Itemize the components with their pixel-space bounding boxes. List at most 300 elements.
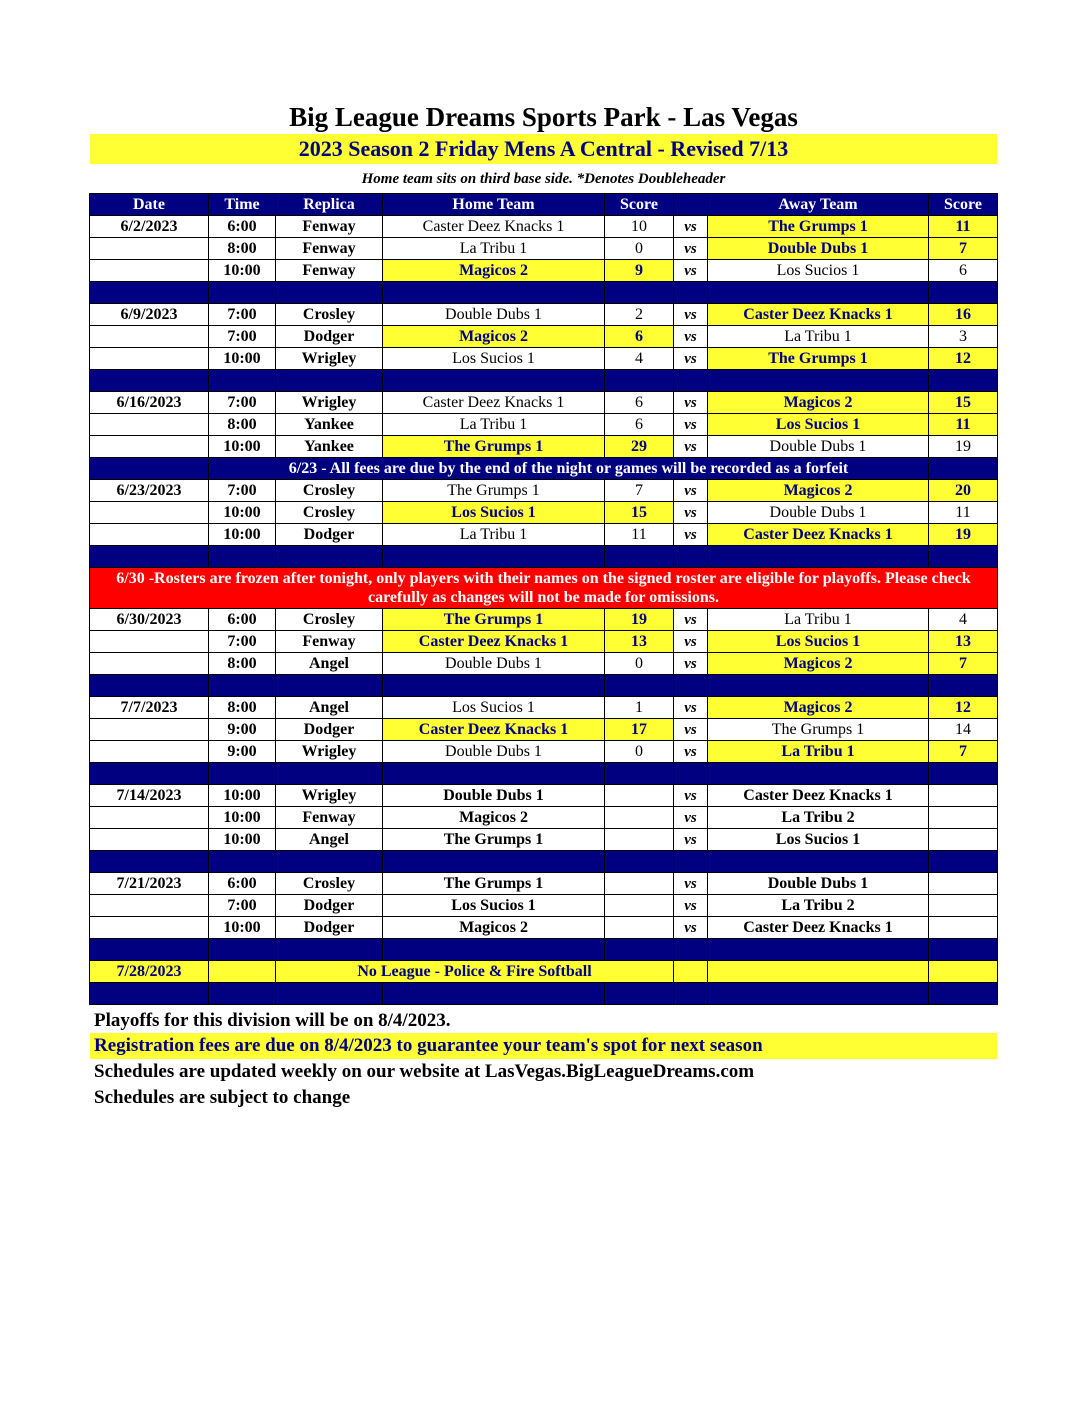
vs-label: vs bbox=[674, 392, 708, 414]
game-time: 7:00 bbox=[209, 326, 276, 348]
game-row bbox=[90, 917, 998, 939]
home-score bbox=[605, 829, 674, 851]
separator-cell bbox=[276, 851, 383, 873]
game-date: 7/14/2023 bbox=[90, 785, 209, 807]
away-team: Caster Deez Knacks 1 bbox=[708, 524, 929, 546]
separator-cell bbox=[383, 282, 605, 304]
away-score: 19 bbox=[929, 436, 998, 458]
away-score bbox=[929, 807, 998, 829]
home-score: 17 bbox=[605, 719, 674, 741]
home-team: La Tribu 1 bbox=[383, 524, 605, 546]
vs-label: vs bbox=[674, 829, 708, 851]
game-date bbox=[90, 260, 209, 282]
home-score bbox=[605, 873, 674, 895]
home-score: 2 bbox=[605, 304, 674, 326]
game-date bbox=[90, 524, 209, 546]
no-league-date: 7/28/2023 bbox=[90, 961, 209, 983]
game-field: Angel bbox=[276, 697, 383, 719]
game-time: 7:00 bbox=[209, 392, 276, 414]
away-score: 11 bbox=[929, 502, 998, 524]
home-team: Magicos 2 bbox=[383, 260, 605, 282]
away-team: Double Dubs 1 bbox=[708, 873, 929, 895]
away-team: Magicos 2 bbox=[708, 697, 929, 719]
separator-cell bbox=[674, 675, 708, 697]
home-score: 19 bbox=[605, 609, 674, 631]
separator-row bbox=[90, 675, 998, 697]
away-score: 6 bbox=[929, 260, 998, 282]
vs-label: vs bbox=[674, 238, 708, 260]
game-row bbox=[90, 502, 998, 524]
game-time: 10:00 bbox=[209, 502, 276, 524]
game-date bbox=[90, 436, 209, 458]
separator-cell bbox=[209, 983, 276, 1005]
away-team: Magicos 2 bbox=[708, 480, 929, 502]
game-field: Fenway bbox=[276, 238, 383, 260]
roster-notice: 6/30 -Rosters are frozen after tonight, only players with their names on the signed roster are eligible for playoffs. Please check carefully as changes will not be made for omissions. bbox=[90, 568, 998, 609]
home-team: Los Sucios 1 bbox=[383, 697, 605, 719]
separator-cell bbox=[276, 675, 383, 697]
home-score: 6 bbox=[605, 414, 674, 436]
home-score: 9 bbox=[605, 260, 674, 282]
home-score: 0 bbox=[605, 238, 674, 260]
away-team: The Grumps 1 bbox=[708, 348, 929, 370]
separator-cell bbox=[929, 675, 998, 697]
notice-blank-cell bbox=[90, 458, 209, 480]
page-subtitle: 2023 Season 2 Friday Mens A Central - Revised 7/13 bbox=[90, 134, 997, 164]
away-score: 7 bbox=[929, 653, 998, 675]
game-row bbox=[90, 785, 998, 807]
vs-label: vs bbox=[674, 524, 708, 546]
separator-cell bbox=[605, 675, 674, 697]
home-team: Double Dubs 1 bbox=[383, 741, 605, 763]
away-score: 7 bbox=[929, 238, 998, 260]
no-league-row bbox=[90, 961, 998, 983]
game-field: Angel bbox=[276, 829, 383, 851]
vs-label: vs bbox=[674, 697, 708, 719]
col-header-home-team: Home Team bbox=[383, 194, 605, 216]
separator-cell bbox=[708, 939, 929, 961]
separator-cell bbox=[605, 939, 674, 961]
separator-cell bbox=[276, 983, 383, 1005]
col-header-time: Time bbox=[209, 194, 276, 216]
home-team: Magicos 2 bbox=[383, 917, 605, 939]
game-field: Dodger bbox=[276, 524, 383, 546]
game-time: 6:00 bbox=[209, 609, 276, 631]
separator-cell bbox=[209, 675, 276, 697]
no-league-blank bbox=[929, 961, 998, 983]
vs-label: vs bbox=[674, 719, 708, 741]
game-row bbox=[90, 524, 998, 546]
col-header-vs bbox=[674, 194, 708, 216]
playoffs-note: Playoffs for this division will be on 8/4/2023. bbox=[94, 1010, 451, 1031]
notice-blank-cell bbox=[929, 458, 998, 480]
home-team: La Tribu 1 bbox=[383, 238, 605, 260]
vs-label: vs bbox=[674, 480, 708, 502]
game-row bbox=[90, 697, 998, 719]
game-date: 6/30/2023 bbox=[90, 609, 209, 631]
game-row bbox=[90, 348, 998, 370]
away-score: 16 bbox=[929, 304, 998, 326]
game-field: Crosley bbox=[276, 873, 383, 895]
separator-row bbox=[90, 546, 998, 568]
home-score bbox=[605, 807, 674, 829]
separator-cell bbox=[209, 939, 276, 961]
vs-label: vs bbox=[674, 260, 708, 282]
home-team: Double Dubs 1 bbox=[383, 653, 605, 675]
header-row bbox=[90, 194, 998, 216]
separator-cell bbox=[90, 763, 209, 785]
away-team: La Tribu 1 bbox=[708, 326, 929, 348]
game-row bbox=[90, 238, 998, 260]
game-field: Wrigley bbox=[276, 348, 383, 370]
game-date bbox=[90, 326, 209, 348]
away-team: Los Sucios 1 bbox=[708, 260, 929, 282]
vs-label: vs bbox=[674, 631, 708, 653]
separator-cell bbox=[209, 851, 276, 873]
separator-cell bbox=[383, 851, 605, 873]
col-header-away-team: Away Team bbox=[708, 194, 929, 216]
separator-cell bbox=[605, 370, 674, 392]
home-score: 15 bbox=[605, 502, 674, 524]
separator-cell bbox=[929, 763, 998, 785]
separator-cell bbox=[90, 282, 209, 304]
game-row bbox=[90, 304, 998, 326]
game-row bbox=[90, 741, 998, 763]
separator-cell bbox=[708, 370, 929, 392]
game-field: Wrigley bbox=[276, 785, 383, 807]
separator-cell bbox=[605, 763, 674, 785]
away-score: 13 bbox=[929, 631, 998, 653]
game-row bbox=[90, 807, 998, 829]
away-score: 19 bbox=[929, 524, 998, 546]
game-row bbox=[90, 873, 998, 895]
away-score: 14 bbox=[929, 719, 998, 741]
vs-label: vs bbox=[674, 326, 708, 348]
away-team: La Tribu 2 bbox=[708, 895, 929, 917]
separator-cell bbox=[90, 851, 209, 873]
game-row bbox=[90, 719, 998, 741]
game-row bbox=[90, 653, 998, 675]
separator-cell bbox=[383, 983, 605, 1005]
away-team: The Grumps 1 bbox=[708, 719, 929, 741]
home-team: La Tribu 1 bbox=[383, 414, 605, 436]
home-score: 4 bbox=[605, 348, 674, 370]
separator-row bbox=[90, 370, 998, 392]
game-date bbox=[90, 807, 209, 829]
game-date bbox=[90, 653, 209, 675]
game-row bbox=[90, 609, 998, 631]
separator-cell bbox=[708, 763, 929, 785]
vs-label: vs bbox=[674, 785, 708, 807]
game-time: 6:00 bbox=[209, 216, 276, 238]
game-time: 10:00 bbox=[209, 829, 276, 851]
game-date: 6/9/2023 bbox=[90, 304, 209, 326]
home-team: Double Dubs 1 bbox=[383, 785, 605, 807]
vs-label: vs bbox=[674, 873, 708, 895]
home-team: Los Sucios 1 bbox=[383, 348, 605, 370]
separator-cell bbox=[605, 983, 674, 1005]
home-score: 6 bbox=[605, 392, 674, 414]
game-row bbox=[90, 216, 998, 238]
game-time: 9:00 bbox=[209, 741, 276, 763]
separator-cell bbox=[383, 763, 605, 785]
col-header-away-score: Score bbox=[929, 194, 998, 216]
registration-note: Registration fees are due on 8/4/2023 to guarantee your team's spot for next season bbox=[90, 1033, 997, 1059]
separator-cell bbox=[276, 763, 383, 785]
game-date bbox=[90, 502, 209, 524]
away-team: La Tribu 2 bbox=[708, 807, 929, 829]
game-row bbox=[90, 436, 998, 458]
game-time: 7:00 bbox=[209, 304, 276, 326]
separator-cell bbox=[209, 763, 276, 785]
vs-label: vs bbox=[674, 348, 708, 370]
separator-cell bbox=[383, 939, 605, 961]
vs-label: vs bbox=[674, 304, 708, 326]
game-time: 10:00 bbox=[209, 348, 276, 370]
away-team: La Tribu 1 bbox=[708, 609, 929, 631]
separator-cell bbox=[929, 983, 998, 1005]
away-team: Double Dubs 1 bbox=[708, 436, 929, 458]
home-team: The Grumps 1 bbox=[383, 436, 605, 458]
home-score: 13 bbox=[605, 631, 674, 653]
home-team: Double Dubs 1 bbox=[383, 304, 605, 326]
away-team: Los Sucios 1 bbox=[708, 631, 929, 653]
game-field: Fenway bbox=[276, 631, 383, 653]
away-team: Los Sucios 1 bbox=[708, 414, 929, 436]
home-team: Caster Deez Knacks 1 bbox=[383, 392, 605, 414]
game-time: 9:00 bbox=[209, 719, 276, 741]
vs-label: vs bbox=[674, 653, 708, 675]
game-date bbox=[90, 238, 209, 260]
home-team: Los Sucios 1 bbox=[383, 502, 605, 524]
game-field: Wrigley bbox=[276, 741, 383, 763]
home-team: The Grumps 1 bbox=[383, 609, 605, 631]
separator-row bbox=[90, 851, 998, 873]
game-time: 8:00 bbox=[209, 653, 276, 675]
vs-label: vs bbox=[674, 807, 708, 829]
away-score: 11 bbox=[929, 414, 998, 436]
game-row bbox=[90, 480, 998, 502]
separator-row bbox=[90, 939, 998, 961]
fees-notice-row bbox=[90, 458, 998, 480]
game-field: Fenway bbox=[276, 260, 383, 282]
schedule-table bbox=[89, 193, 998, 1005]
game-field: Fenway bbox=[276, 216, 383, 238]
schedule-body bbox=[90, 216, 998, 1005]
away-score: 3 bbox=[929, 326, 998, 348]
game-date bbox=[90, 895, 209, 917]
game-time: 10:00 bbox=[209, 807, 276, 829]
separator-cell bbox=[276, 939, 383, 961]
website-note: Schedules are updated weekly on our website at LasVegas.BigLeagueDreams.com bbox=[94, 1061, 755, 1082]
separator-row bbox=[90, 983, 998, 1005]
game-field: Fenway bbox=[276, 807, 383, 829]
away-team: Double Dubs 1 bbox=[708, 238, 929, 260]
home-score: 0 bbox=[605, 741, 674, 763]
away-score: 7 bbox=[929, 741, 998, 763]
separator-cell bbox=[276, 546, 383, 568]
separator-cell bbox=[209, 282, 276, 304]
game-row bbox=[90, 414, 998, 436]
home-score bbox=[605, 895, 674, 917]
home-team: The Grumps 1 bbox=[383, 829, 605, 851]
home-score: 29 bbox=[605, 436, 674, 458]
home-team: Magicos 2 bbox=[383, 807, 605, 829]
home-team: Caster Deez Knacks 1 bbox=[383, 216, 605, 238]
home-team: The Grumps 1 bbox=[383, 873, 605, 895]
away-score bbox=[929, 829, 998, 851]
separator-cell bbox=[929, 939, 998, 961]
separator-cell bbox=[708, 983, 929, 1005]
game-time: 8:00 bbox=[209, 238, 276, 260]
away-score: 12 bbox=[929, 348, 998, 370]
separator-cell bbox=[674, 851, 708, 873]
no-league-text: No League - Police & Fire Softball bbox=[276, 961, 674, 983]
separator-cell bbox=[90, 939, 209, 961]
home-team: Caster Deez Knacks 1 bbox=[383, 631, 605, 653]
game-date: 6/23/2023 bbox=[90, 480, 209, 502]
home-team: Magicos 2 bbox=[383, 326, 605, 348]
separator-cell bbox=[708, 282, 929, 304]
separator-cell bbox=[674, 939, 708, 961]
away-team: Los Sucios 1 bbox=[708, 829, 929, 851]
col-header-date: Date bbox=[90, 194, 209, 216]
separator-cell bbox=[383, 370, 605, 392]
away-team: La Tribu 1 bbox=[708, 741, 929, 763]
home-score: 0 bbox=[605, 653, 674, 675]
game-field: Crosley bbox=[276, 304, 383, 326]
home-score bbox=[605, 917, 674, 939]
vs-label: vs bbox=[674, 917, 708, 939]
game-field: Dodger bbox=[276, 895, 383, 917]
away-team: Double Dubs 1 bbox=[708, 502, 929, 524]
away-score bbox=[929, 895, 998, 917]
separator-cell bbox=[605, 851, 674, 873]
separator-cell bbox=[209, 546, 276, 568]
game-field: Crosley bbox=[276, 502, 383, 524]
home-team-note: Home team sits on third base side. *Denotes Doubleheader bbox=[361, 171, 726, 187]
game-date bbox=[90, 414, 209, 436]
separator-cell bbox=[929, 370, 998, 392]
game-field: Dodger bbox=[276, 917, 383, 939]
home-score: 11 bbox=[605, 524, 674, 546]
col-header-replica: Replica bbox=[276, 194, 383, 216]
game-row bbox=[90, 829, 998, 851]
away-score: 15 bbox=[929, 392, 998, 414]
vs-label: vs bbox=[674, 609, 708, 631]
home-team: The Grumps 1 bbox=[383, 480, 605, 502]
game-date bbox=[90, 348, 209, 370]
away-score bbox=[929, 917, 998, 939]
separator-cell bbox=[605, 546, 674, 568]
game-row bbox=[90, 631, 998, 653]
game-field: Yankee bbox=[276, 414, 383, 436]
separator-cell bbox=[674, 763, 708, 785]
game-time: 10:00 bbox=[209, 524, 276, 546]
separator-cell bbox=[674, 282, 708, 304]
game-field: Crosley bbox=[276, 609, 383, 631]
separator-cell bbox=[708, 851, 929, 873]
away-score: 4 bbox=[929, 609, 998, 631]
game-field: Wrigley bbox=[276, 392, 383, 414]
away-score: 20 bbox=[929, 480, 998, 502]
vs-label: vs bbox=[674, 895, 708, 917]
separator-cell bbox=[209, 370, 276, 392]
home-score: 6 bbox=[605, 326, 674, 348]
away-team: Caster Deez Knacks 1 bbox=[708, 785, 929, 807]
game-date: 7/21/2023 bbox=[90, 873, 209, 895]
vs-label: vs bbox=[674, 414, 708, 436]
game-time: 7:00 bbox=[209, 480, 276, 502]
separator-cell bbox=[929, 546, 998, 568]
game-time: 6:00 bbox=[209, 873, 276, 895]
separator-row bbox=[90, 282, 998, 304]
game-field: Yankee bbox=[276, 436, 383, 458]
separator-cell bbox=[674, 983, 708, 1005]
separator-cell bbox=[929, 282, 998, 304]
separator-cell bbox=[90, 546, 209, 568]
game-time: 10:00 bbox=[209, 917, 276, 939]
separator-cell bbox=[708, 675, 929, 697]
separator-cell bbox=[674, 370, 708, 392]
vs-label: vs bbox=[674, 216, 708, 238]
separator-cell bbox=[929, 851, 998, 873]
game-date: 6/16/2023 bbox=[90, 392, 209, 414]
game-field: Angel bbox=[276, 653, 383, 675]
away-team: Caster Deez Knacks 1 bbox=[708, 917, 929, 939]
game-time: 10:00 bbox=[209, 436, 276, 458]
game-date bbox=[90, 917, 209, 939]
game-row bbox=[90, 392, 998, 414]
col-header-home-score: Score bbox=[605, 194, 674, 216]
game-row bbox=[90, 326, 998, 348]
game-date bbox=[90, 741, 209, 763]
game-time: 8:00 bbox=[209, 414, 276, 436]
game-field: Dodger bbox=[276, 326, 383, 348]
home-team: Caster Deez Knacks 1 bbox=[383, 719, 605, 741]
separator-cell bbox=[383, 546, 605, 568]
game-time: 7:00 bbox=[209, 631, 276, 653]
game-row bbox=[90, 260, 998, 282]
roster-notice-row bbox=[90, 568, 998, 609]
home-team: Los Sucios 1 bbox=[383, 895, 605, 917]
game-row bbox=[90, 895, 998, 917]
page-title: Big League Dreams Sports Park - Las Vegas bbox=[289, 102, 798, 132]
game-field: Crosley bbox=[276, 480, 383, 502]
separator-cell bbox=[276, 282, 383, 304]
away-score: 12 bbox=[929, 697, 998, 719]
home-score bbox=[605, 785, 674, 807]
game-time: 10:00 bbox=[209, 260, 276, 282]
separator-row bbox=[90, 763, 998, 785]
separator-cell bbox=[674, 546, 708, 568]
separator-cell bbox=[90, 675, 209, 697]
away-team: Magicos 2 bbox=[708, 653, 929, 675]
game-date bbox=[90, 631, 209, 653]
no-league-blank bbox=[708, 961, 929, 983]
no-league-blank bbox=[674, 961, 708, 983]
home-score: 10 bbox=[605, 216, 674, 238]
away-team: The Grumps 1 bbox=[708, 216, 929, 238]
separator-cell bbox=[90, 983, 209, 1005]
away-team: Magicos 2 bbox=[708, 392, 929, 414]
separator-cell bbox=[605, 282, 674, 304]
vs-label: vs bbox=[674, 436, 708, 458]
separator-cell bbox=[383, 675, 605, 697]
away-score bbox=[929, 873, 998, 895]
vs-label: vs bbox=[674, 741, 708, 763]
away-team: Caster Deez Knacks 1 bbox=[708, 304, 929, 326]
